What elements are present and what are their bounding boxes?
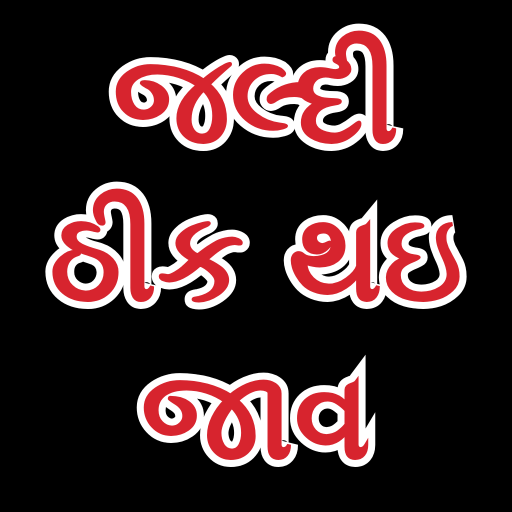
- sticker-text-line-1: જલ્દી: [112, 28, 400, 172]
- sticker-text-line-3: જાવ: [140, 344, 372, 488]
- sticker-text-line-2: ઠીક થઇ: [49, 186, 463, 330]
